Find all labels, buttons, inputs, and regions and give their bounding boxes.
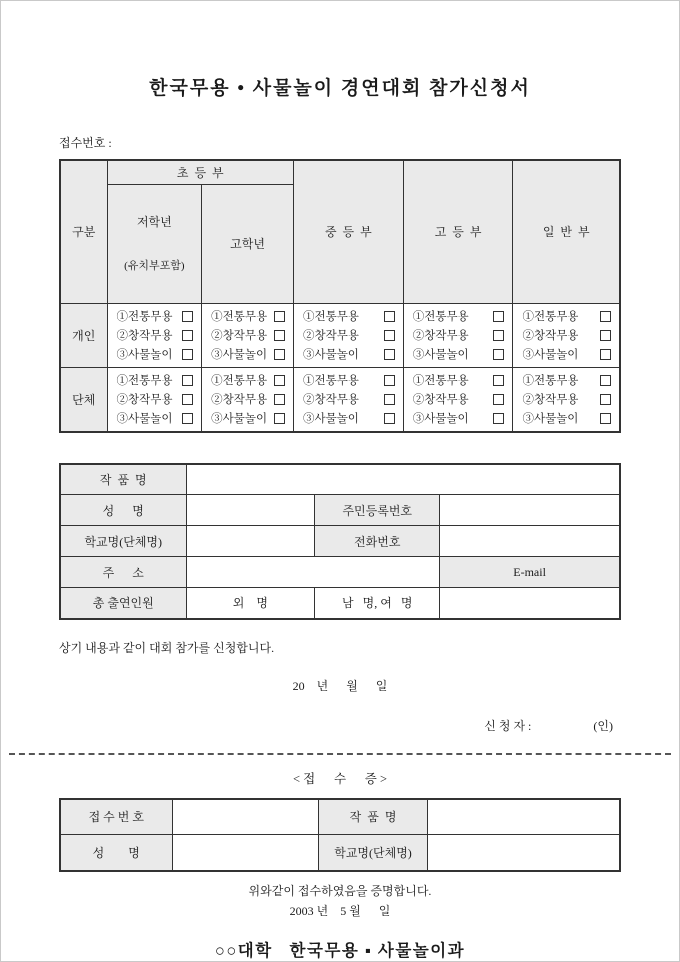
resident-no-input-cell[interactable] bbox=[440, 495, 620, 526]
applicant-label: 신 청 자 : bbox=[484, 718, 532, 733]
name-label-cell: 성 명 bbox=[60, 495, 186, 526]
checkbox-icon[interactable] bbox=[384, 413, 395, 424]
category-option bbox=[303, 345, 395, 364]
performers-label-cell: 총 출연인원 bbox=[60, 588, 186, 619]
category-option bbox=[117, 326, 194, 345]
options-cell-individual-general bbox=[513, 303, 620, 367]
receipt-school-label-cell: 학교명(단체명) bbox=[319, 835, 428, 871]
receipt-confirmation-text: 위와같이 접수하였음을 증명합니다. bbox=[248, 883, 432, 898]
address-input-cell[interactable] bbox=[186, 557, 440, 588]
phone-label-cell: 전화번호 bbox=[315, 526, 440, 557]
option-label: ②창작무용 bbox=[211, 330, 268, 342]
option-label: ①전통무용 bbox=[522, 375, 579, 387]
category-option bbox=[413, 371, 505, 390]
applicant-info-table bbox=[59, 463, 621, 620]
category-option bbox=[413, 409, 505, 428]
school-input-cell[interactable] bbox=[186, 526, 315, 557]
corner-header-cell: 구분 bbox=[60, 160, 107, 303]
category-option bbox=[211, 345, 285, 364]
category-option bbox=[413, 326, 505, 345]
options-cell-individual-highschool bbox=[403, 303, 513, 367]
applicant-signature-line bbox=[59, 718, 621, 734]
receipt-number-label: 접수번호 : bbox=[59, 136, 112, 150]
option-label: ①전통무용 bbox=[522, 311, 579, 323]
option-label: ②창작무용 bbox=[522, 330, 579, 342]
checkbox-icon[interactable] bbox=[493, 311, 504, 322]
checkbox-icon[interactable] bbox=[274, 394, 285, 405]
option-label: ③사물놀이 bbox=[522, 349, 579, 361]
option-label: ①전통무용 bbox=[211, 311, 268, 323]
work-title-label-cell: 작 품 명 bbox=[60, 464, 186, 495]
lower-grades-label: 저학년 bbox=[136, 214, 172, 229]
category-option bbox=[522, 371, 611, 390]
option-label: ③사물놀이 bbox=[116, 349, 173, 361]
category-option bbox=[522, 307, 611, 326]
category-option bbox=[413, 307, 505, 326]
option-label: ③사물놀이 bbox=[302, 349, 359, 361]
category-option bbox=[211, 307, 285, 326]
category-option bbox=[211, 390, 285, 409]
general-division-header: 일 반 부 bbox=[513, 160, 620, 303]
performers-gender-cell[interactable]: 남 명, 여 명 bbox=[315, 588, 440, 619]
options-cell-group-elementary-low bbox=[107, 367, 202, 432]
category-option bbox=[303, 326, 395, 345]
checkbox-icon[interactable] bbox=[600, 349, 611, 360]
checkbox-icon[interactable] bbox=[182, 394, 193, 405]
checkbox-icon[interactable] bbox=[600, 413, 611, 424]
checkbox-icon[interactable] bbox=[493, 375, 504, 386]
checkbox-icon[interactable] bbox=[493, 394, 504, 405]
option-label: ②창작무용 bbox=[522, 394, 579, 406]
receipt-section-title: < 접 수 증 > bbox=[292, 771, 388, 786]
checkbox-icon[interactable] bbox=[274, 349, 285, 360]
resident-no-label-cell: 주민등록번호 bbox=[315, 495, 440, 526]
category-option bbox=[211, 409, 285, 428]
option-label: ②창작무용 bbox=[302, 394, 359, 406]
option-label: ②창작무용 bbox=[116, 330, 173, 342]
category-option bbox=[117, 371, 194, 390]
form-title: 한국무용 • 사물놀이 경연대회 참가신청서 bbox=[149, 78, 531, 99]
organization-name: ○○대학 한국무용 ▪ 사물놀이과 bbox=[214, 940, 466, 960]
checkbox-icon[interactable] bbox=[384, 311, 395, 322]
options-cell-individual-elementary-low bbox=[107, 303, 202, 367]
category-option bbox=[303, 307, 395, 326]
category-option bbox=[522, 326, 611, 345]
option-label: ①전통무용 bbox=[412, 375, 469, 387]
options-cell-group-elementary-high bbox=[202, 367, 294, 432]
email-label-cell: E-mail bbox=[440, 557, 620, 588]
checkbox-icon[interactable] bbox=[182, 311, 193, 322]
high-division-header: 고 등 부 bbox=[403, 160, 513, 303]
category-option bbox=[303, 371, 395, 390]
application-date-line: 20 년 월 일 bbox=[292, 678, 388, 693]
category-selection-table bbox=[59, 159, 621, 433]
checkbox-icon[interactable] bbox=[384, 330, 395, 341]
option-label: ②창작무용 bbox=[302, 330, 359, 342]
checkbox-icon[interactable] bbox=[274, 330, 285, 341]
option-label: ③사물놀이 bbox=[211, 413, 268, 425]
seal-label: (인) bbox=[593, 718, 613, 733]
cut-line-divider bbox=[9, 753, 671, 755]
checkbox-icon[interactable] bbox=[182, 375, 193, 386]
checkbox-icon[interactable] bbox=[600, 375, 611, 386]
option-label: ②창작무용 bbox=[116, 394, 173, 406]
category-option bbox=[522, 345, 611, 364]
category-option bbox=[303, 409, 395, 428]
work-title-input-cell[interactable] bbox=[186, 464, 620, 495]
category-option bbox=[117, 307, 194, 326]
options-cell-group-general bbox=[513, 367, 620, 432]
checkbox-icon[interactable] bbox=[600, 394, 611, 405]
receipt-work-title-input-cell[interactable] bbox=[427, 799, 620, 835]
school-label-cell: 학교명(단체명) bbox=[60, 526, 186, 557]
category-option bbox=[117, 390, 194, 409]
lower-grades-header bbox=[107, 184, 202, 303]
options-cell-group-middle bbox=[293, 367, 403, 432]
application-statement: 상기 내용과 같이 대회 참가를 신청합니다. bbox=[59, 640, 275, 655]
options-cell-group-highschool bbox=[403, 367, 513, 432]
checkbox-icon[interactable] bbox=[384, 394, 395, 405]
category-option bbox=[413, 345, 505, 364]
option-label: ①전통무용 bbox=[211, 375, 268, 387]
option-label: ①전통무용 bbox=[116, 311, 173, 323]
category-option bbox=[413, 390, 505, 409]
checkbox-icon[interactable] bbox=[274, 311, 285, 322]
category-option bbox=[117, 345, 194, 364]
checkbox-icon[interactable] bbox=[493, 330, 504, 341]
upper-grades-header: 고학년 bbox=[202, 184, 294, 303]
name-input-cell[interactable] bbox=[186, 495, 315, 526]
receipt-work-title-label-cell: 작 품 명 bbox=[319, 799, 428, 835]
checkbox-icon[interactable] bbox=[600, 311, 611, 322]
receipt-stub-table bbox=[59, 798, 621, 872]
checkbox-icon[interactable] bbox=[274, 375, 285, 386]
receipt-date-line: 2003 년 5 월 일 bbox=[289, 903, 391, 918]
receipt-name-label-cell: 성 명 bbox=[60, 835, 172, 871]
email-input-cell[interactable] bbox=[440, 588, 620, 619]
checkbox-icon[interactable] bbox=[493, 413, 504, 424]
checkbox-icon[interactable] bbox=[600, 330, 611, 341]
performers-total-cell[interactable]: 외 명 bbox=[186, 588, 315, 619]
option-label: ③사물놀이 bbox=[412, 413, 469, 425]
checkbox-icon[interactable] bbox=[493, 349, 504, 360]
checkbox-icon[interactable] bbox=[182, 330, 193, 341]
checkbox-icon[interactable] bbox=[274, 413, 285, 424]
receipt-no-label-cell: 접 수 번 호 bbox=[60, 799, 172, 835]
option-label: ①전통무용 bbox=[412, 311, 469, 323]
option-label: ②창작무용 bbox=[211, 394, 268, 406]
checkbox-icon[interactable] bbox=[182, 413, 193, 424]
checkbox-icon[interactable] bbox=[384, 375, 395, 386]
receipt-school-input-cell[interactable] bbox=[427, 835, 620, 871]
address-label-cell: 주 소 bbox=[60, 557, 186, 588]
category-option bbox=[117, 409, 194, 428]
option-label: ③사물놀이 bbox=[522, 413, 579, 425]
group-row-label: 단체 bbox=[60, 367, 107, 432]
individual-row-label: 개인 bbox=[60, 303, 107, 367]
options-cell-individual-middle bbox=[293, 303, 403, 367]
options-cell-individual-elementary-high bbox=[202, 303, 294, 367]
option-label: ③사물놀이 bbox=[211, 349, 268, 361]
option-label: ②창작무용 bbox=[412, 394, 469, 406]
option-label: ③사물놀이 bbox=[302, 413, 359, 425]
phone-input-cell[interactable] bbox=[440, 526, 620, 557]
category-option bbox=[211, 371, 285, 390]
category-option bbox=[211, 326, 285, 345]
middle-division-header: 중 등 부 bbox=[293, 160, 403, 303]
option-label: ②창작무용 bbox=[412, 330, 469, 342]
elementary-division-header: 초 등 부 bbox=[107, 160, 293, 184]
category-option bbox=[522, 390, 611, 409]
checkbox-icon[interactable] bbox=[182, 349, 193, 360]
receipt-no-input-cell[interactable] bbox=[172, 799, 319, 835]
option-label: ①전통무용 bbox=[116, 375, 173, 387]
category-option bbox=[303, 390, 395, 409]
kindergarten-note: (유치부포함) bbox=[124, 259, 185, 272]
option-label: ①전통무용 bbox=[302, 375, 359, 387]
category-option bbox=[522, 409, 611, 428]
option-label: ③사물놀이 bbox=[412, 349, 469, 361]
option-label: ③사물놀이 bbox=[116, 413, 173, 425]
option-label: ①전통무용 bbox=[302, 311, 359, 323]
checkbox-icon[interactable] bbox=[384, 349, 395, 360]
receipt-name-input-cell[interactable] bbox=[172, 835, 319, 871]
